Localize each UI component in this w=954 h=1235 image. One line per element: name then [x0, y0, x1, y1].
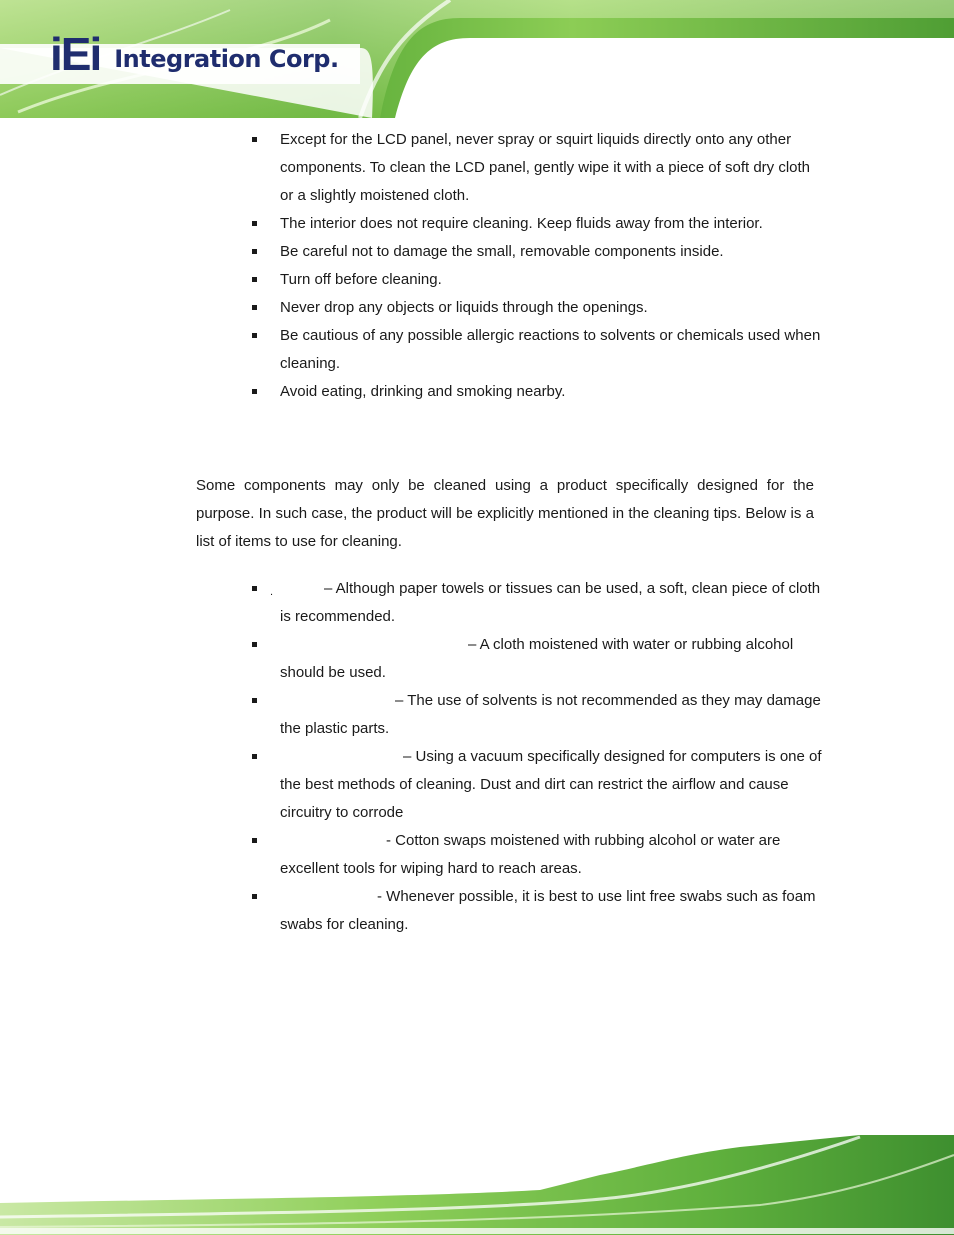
- item-description: - Whenever possible, it is best to use lint free swabs such as foam swabs for cleaning.: [280, 888, 816, 933]
- cleaning-tools-intro: Some components may only be cleaned using a product specifically designed for the purpose. In such case, the product will be explicitly mentioned in the cleaning tips. Below is a list of items to use for cleaning.: [196, 477, 814, 550]
- stray-mark: .: [270, 586, 274, 598]
- logo-mark: iEi: [50, 28, 101, 80]
- cleaning-tools-list: [252, 575, 827, 939]
- cleaning-precautions-list: [252, 126, 822, 406]
- list-item: Never drop any objects or liquids through the openings.: [252, 294, 822, 322]
- item-description: – The use of solvents is not recommended as they may damage the plastic parts.: [280, 692, 821, 737]
- list-item: [252, 687, 827, 743]
- company-logo: [50, 26, 339, 80]
- item-description: – A cloth moistened with water or rubbing alcohol should be used.: [280, 636, 794, 681]
- item-description: – Using a vacuum specifically designed for computers is one of the best methods of cleaning. Dust and dirt can restrict the airflow and cause circuitry to corrode: [280, 748, 822, 821]
- list-item: [252, 575, 827, 631]
- item-description: - Cotton swaps moistened with rubbing alcohol or water are excellent tools for wiping hard to reach areas.: [280, 832, 781, 877]
- list-item: Be careful not to damage the small, removable components inside.: [252, 238, 822, 266]
- list-item: Except for the LCD panel, never spray or squirt liquids directly onto any other components. To clean the LCD panel, gently wipe it with a piece of soft dry cloth or a slightly moistened cloth.: [252, 126, 822, 210]
- footer-banner: [0, 1135, 954, 1235]
- list-item: [252, 883, 827, 939]
- logo-text: Integration Corp.: [114, 45, 339, 73]
- list-item: Avoid eating, drinking and smoking nearby.: [252, 378, 822, 406]
- list-item: [252, 743, 827, 827]
- list-item: [252, 827, 827, 883]
- item-description: – Although paper towels or tissues can be used, a soft, clean piece of cloth is recommended.: [280, 580, 821, 625]
- list-item: [252, 631, 827, 687]
- list-item: Turn off before cleaning.: [252, 266, 822, 294]
- list-item: The interior does not require cleaning. Keep fluids away from the interior.: [252, 210, 822, 238]
- list-item: Be cautious of any possible allergic reactions to solvents or chemicals used when cleaning.: [252, 322, 822, 378]
